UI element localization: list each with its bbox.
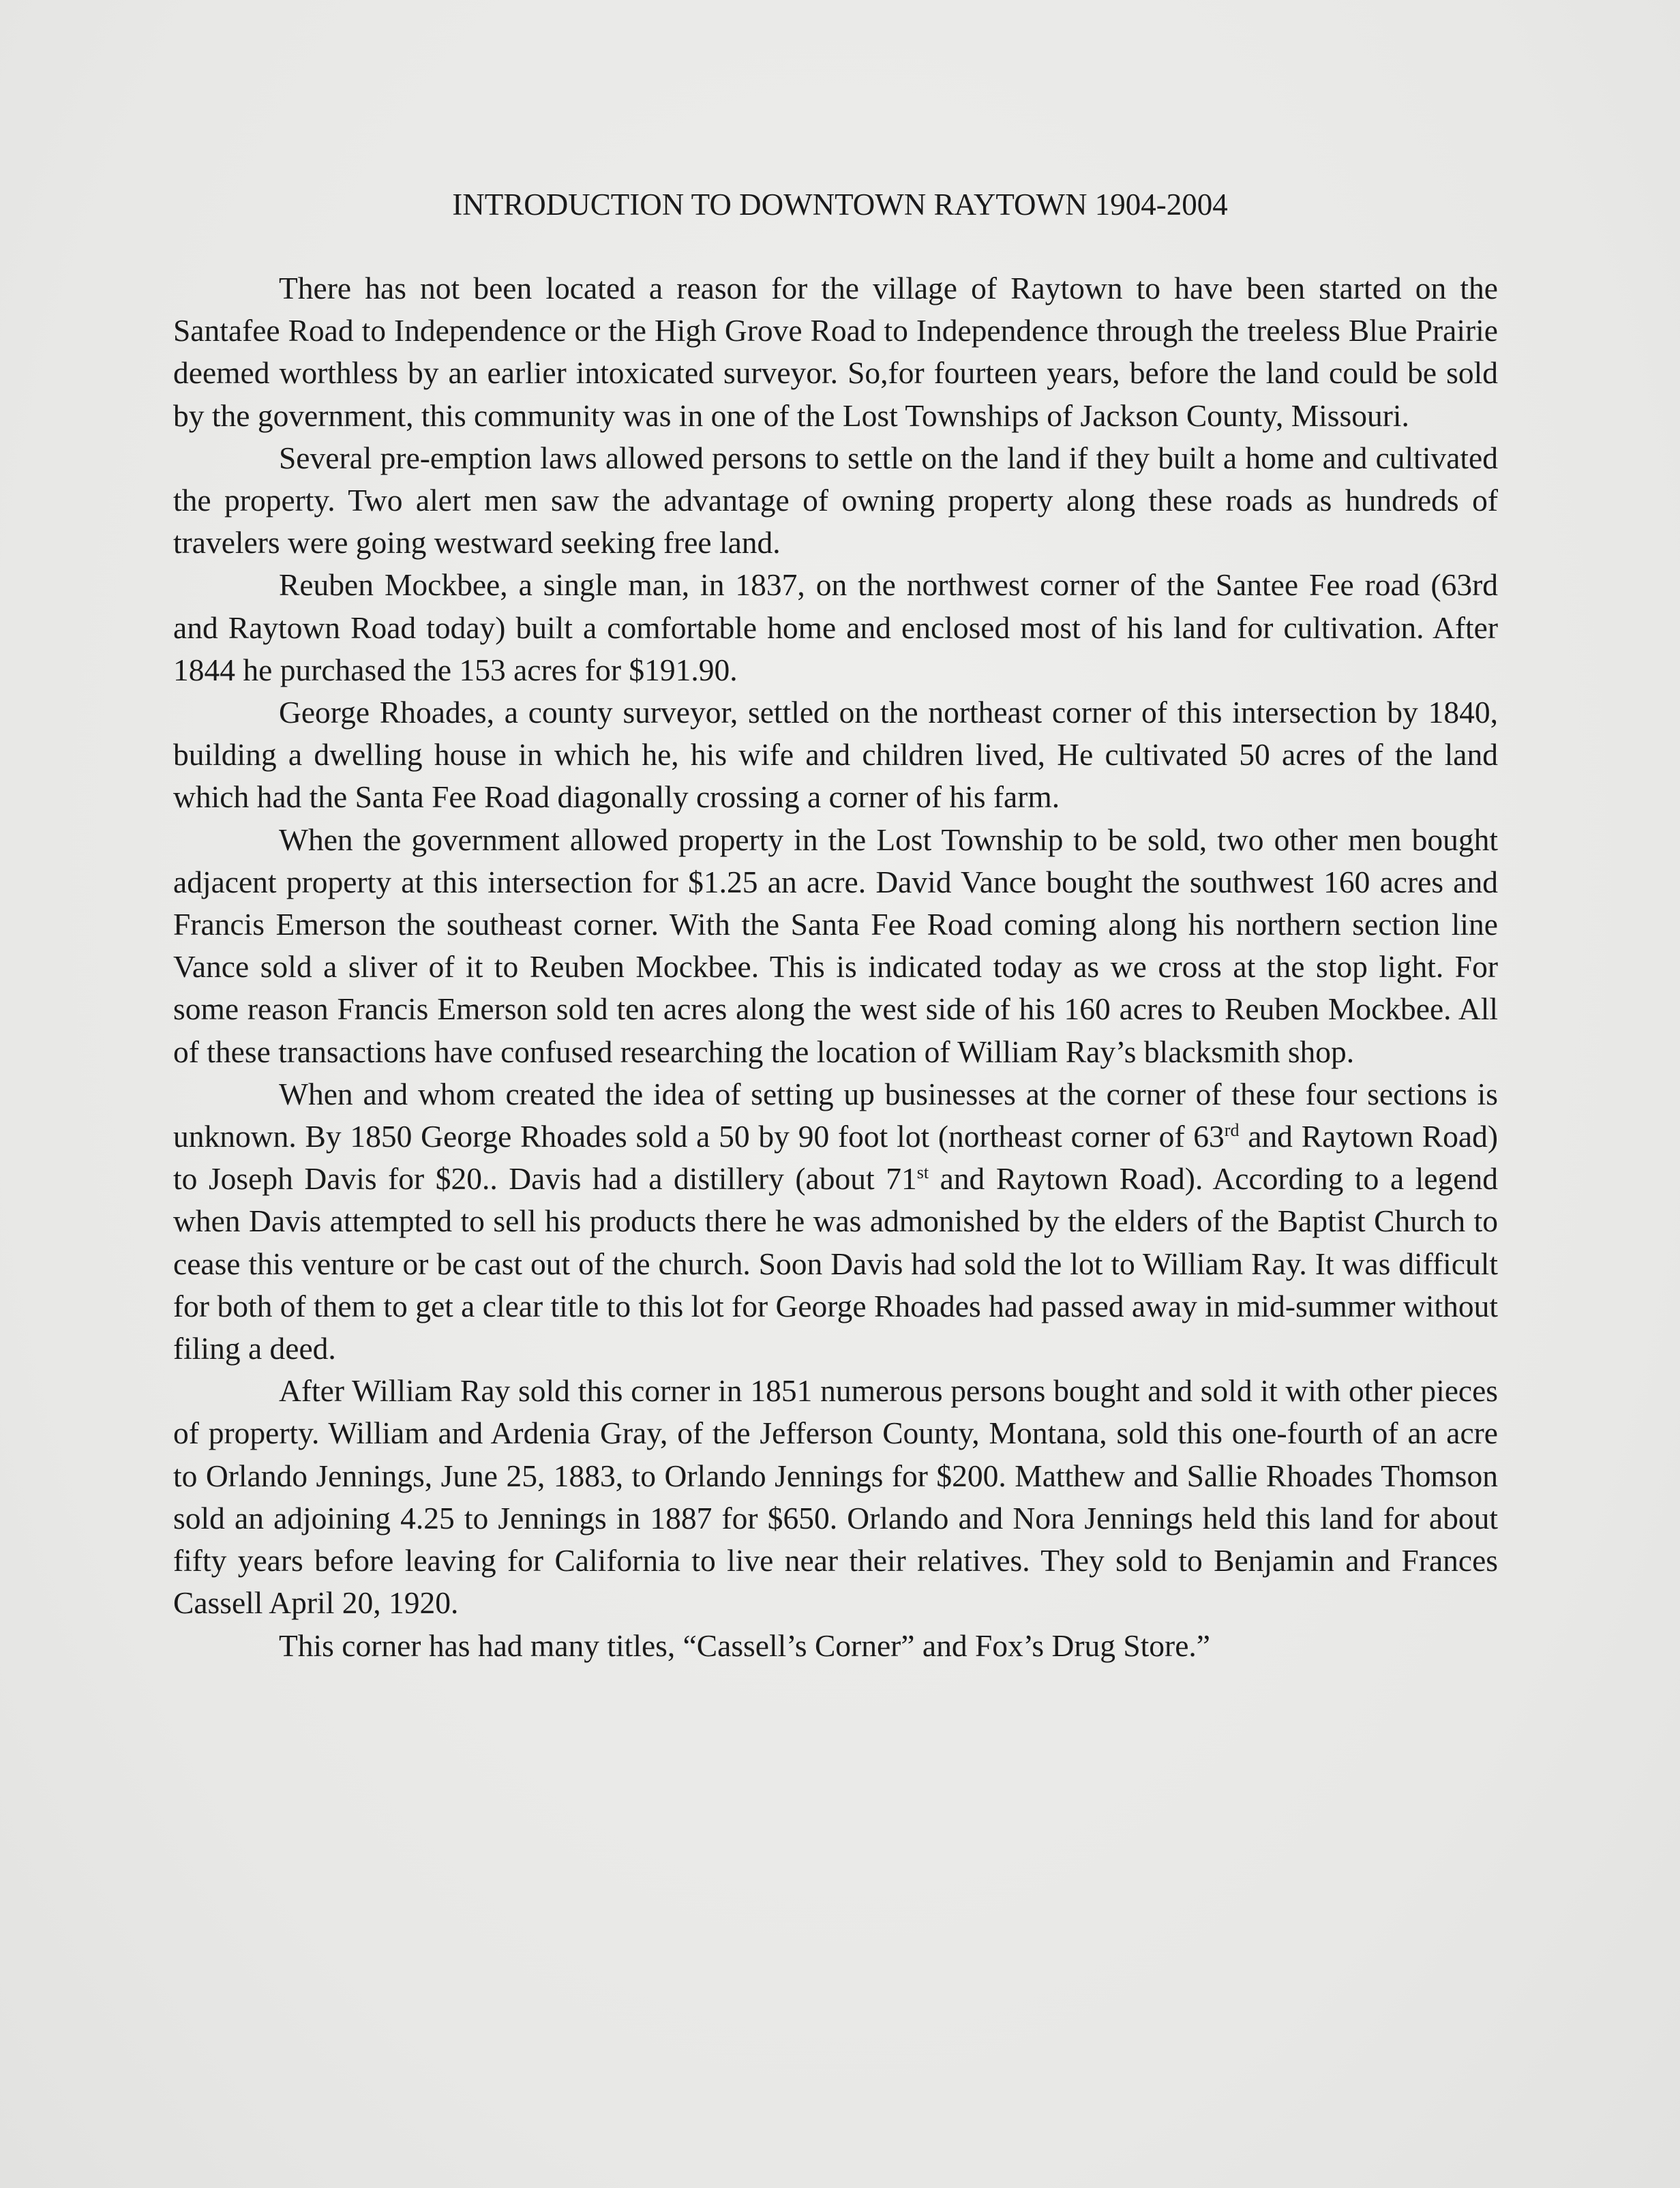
- paragraph-8: This corner has had many titles, “Cassell’s Corner” and Fox’s Drug Store.”: [279, 1628, 1210, 1663]
- paragraph-1: There has not been located a reason for the village of Raytown to have been started on the Santafee Road to Independence or the High Grove Road to Independence through the treeless Blue Prairie deemed worthless by an earlier intoxicated surveyor. So,for fourteen years, before the land could be sold by the government, this community was in one of the Lost Townships of Jackson County, Missouri.: [173, 271, 1498, 433]
- paragraph-6-part-2: and Raytown Road) to Joseph Davis for $20.. Davis had a distillery (about 71: [173, 1119, 1498, 1197]
- document-body: [173, 267, 1498, 1667]
- ordinal-suffix-rd: rd: [1224, 1120, 1240, 1140]
- paragraph-7: After William Ray sold this corner in 1851 numerous persons bought and sold it with other pieces of property. William and Ardenia Gray, of the Jefferson County, Montana, sold this one-fourth of an acre to Orlando Jennings, June 25, 1883, to Orlando Jennings for $200. Matthew and Sallie Rhoades Thomson sold an adjoining 4.25 to Jennings in 1887 for $650. Orlando and Nora Jennings held this land for about fifty years before leaving for California to live near their relatives. They sold to Benjamin and Frances Cassell April 20, 1920.: [173, 1373, 1498, 1621]
- paragraph-4: George Rhoades, a county surveyor, settled on the northeast corner of this intersection by 1840, building a dwelling house in which he, his wife and children lived, He cultivated 50 acres of the land which had the Santa Fee Road diagonally crossing a corner of his farm.: [173, 695, 1498, 815]
- paragraph-2: Several pre-emption laws allowed persons to settle on the land if they built a home and cultivated the property. Two alert men saw the advantage of owning property along these roads as hundreds of travelers were going westward seeking free land.: [173, 440, 1498, 560]
- paragraph-5: When the government allowed property in the Lost Township to be sold, two other men bought adjacent property at this intersection for $1.25 an acre. David Vance bought the southwest 160 acres and Francis Emerson the southeast corner. With the Santa Fee Road coming along his northern section line Vance sold a sliver of it to Reuben Mockbee. This is indicated today as we cross at the stop light. For some reason Francis Emerson sold ten acres along the west side of his 160 acres to Reuben Mockbee. All of these transactions have confused researching the location of William Ray’s blacksmith shop.: [173, 822, 1498, 1069]
- paragraph-3: Reuben Mockbee, a single man, in 1837, on the northwest corner of the Santee Fee road (63rd and Raytown Road today) built a comfortable home and enclosed most of his land for cultivation. After 1844 he purchased the 153 acres for $191.90.: [173, 567, 1498, 687]
- ordinal-suffix-st: st: [916, 1163, 929, 1183]
- paragraph-6-part-1: When and whom created the idea of setting up businesses at the corner of these four sections is unknown. By 1850 George Rhoades sold a 50 by 90 foot lot (northeast corner of 63: [173, 1076, 1498, 1154]
- document-title: INTRODUCTION TO DOWNTOWN RAYTOWN 1904-2004: [452, 188, 1228, 222]
- paragraph-6: [173, 1073, 1498, 1370]
- paragraph-6-part-3: and Raytown Road). According to a legend when Davis attempted to sell his products there he was admonished by the elders of the Baptist Church to cease this venture or be cast out of the church. Soon Davis had sold the lot to William Ray. It was difficult for both of them to get a clear title to this lot for George Rhoades had passed away in mid-summer without filing a deed.: [173, 1161, 1498, 1366]
